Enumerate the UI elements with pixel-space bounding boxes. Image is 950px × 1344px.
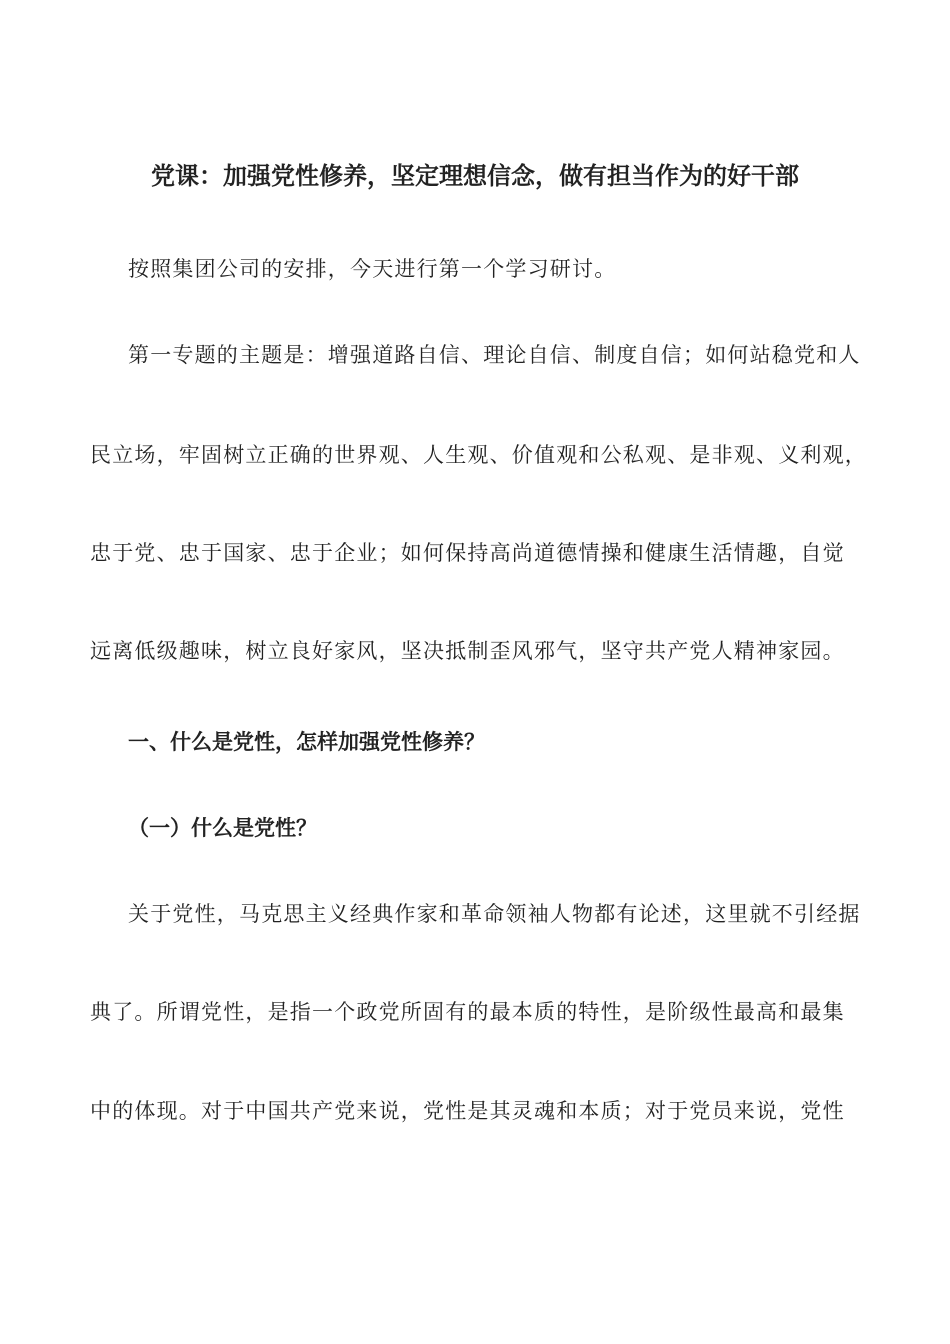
paragraph-line-3: 中的体现。对于中国共产党来说，党性是其灵魂和本质；对于党员来说，党性 <box>90 1099 845 1123</box>
paragraph-line-1: 关于党性，马克思主义经典作家和革命领袖人物都有论述，这里就不引经据 <box>128 902 861 926</box>
topic-line-4: 远离低级趣味，树立良好家风，坚决抵制歪风邪气，坚守共产党人精神家园。 <box>90 639 845 663</box>
intro-paragraph: 按照集团公司的安排，今天进行第一个学习研讨。 <box>128 257 617 281</box>
subsection-heading-1: （一）什么是党性？ <box>128 816 317 840</box>
document-title: 党课：加强党性修养，坚定理想信念，做有担当作为的好干部 <box>151 162 799 190</box>
topic-line-1: 第一专题的主题是：增强道路自信、理论自信、制度自信；如何站稳党和人 <box>128 343 861 367</box>
topic-line-2: 民立场，牢固树立正确的世界观、人生观、价值观和公私观、是非观、义利观， <box>90 443 867 467</box>
paragraph-line-2: 典了。所谓党性，是指一个政党所固有的最本质的特性，是阶级性最高和最集 <box>90 1000 845 1024</box>
topic-line-3: 忠于党、忠于国家、忠于企业；如何保持高尚道德情操和健康生活情趣，自觉 <box>90 541 845 565</box>
section-heading-1: 一、什么是党性，怎样加强党性修养？ <box>128 730 485 754</box>
